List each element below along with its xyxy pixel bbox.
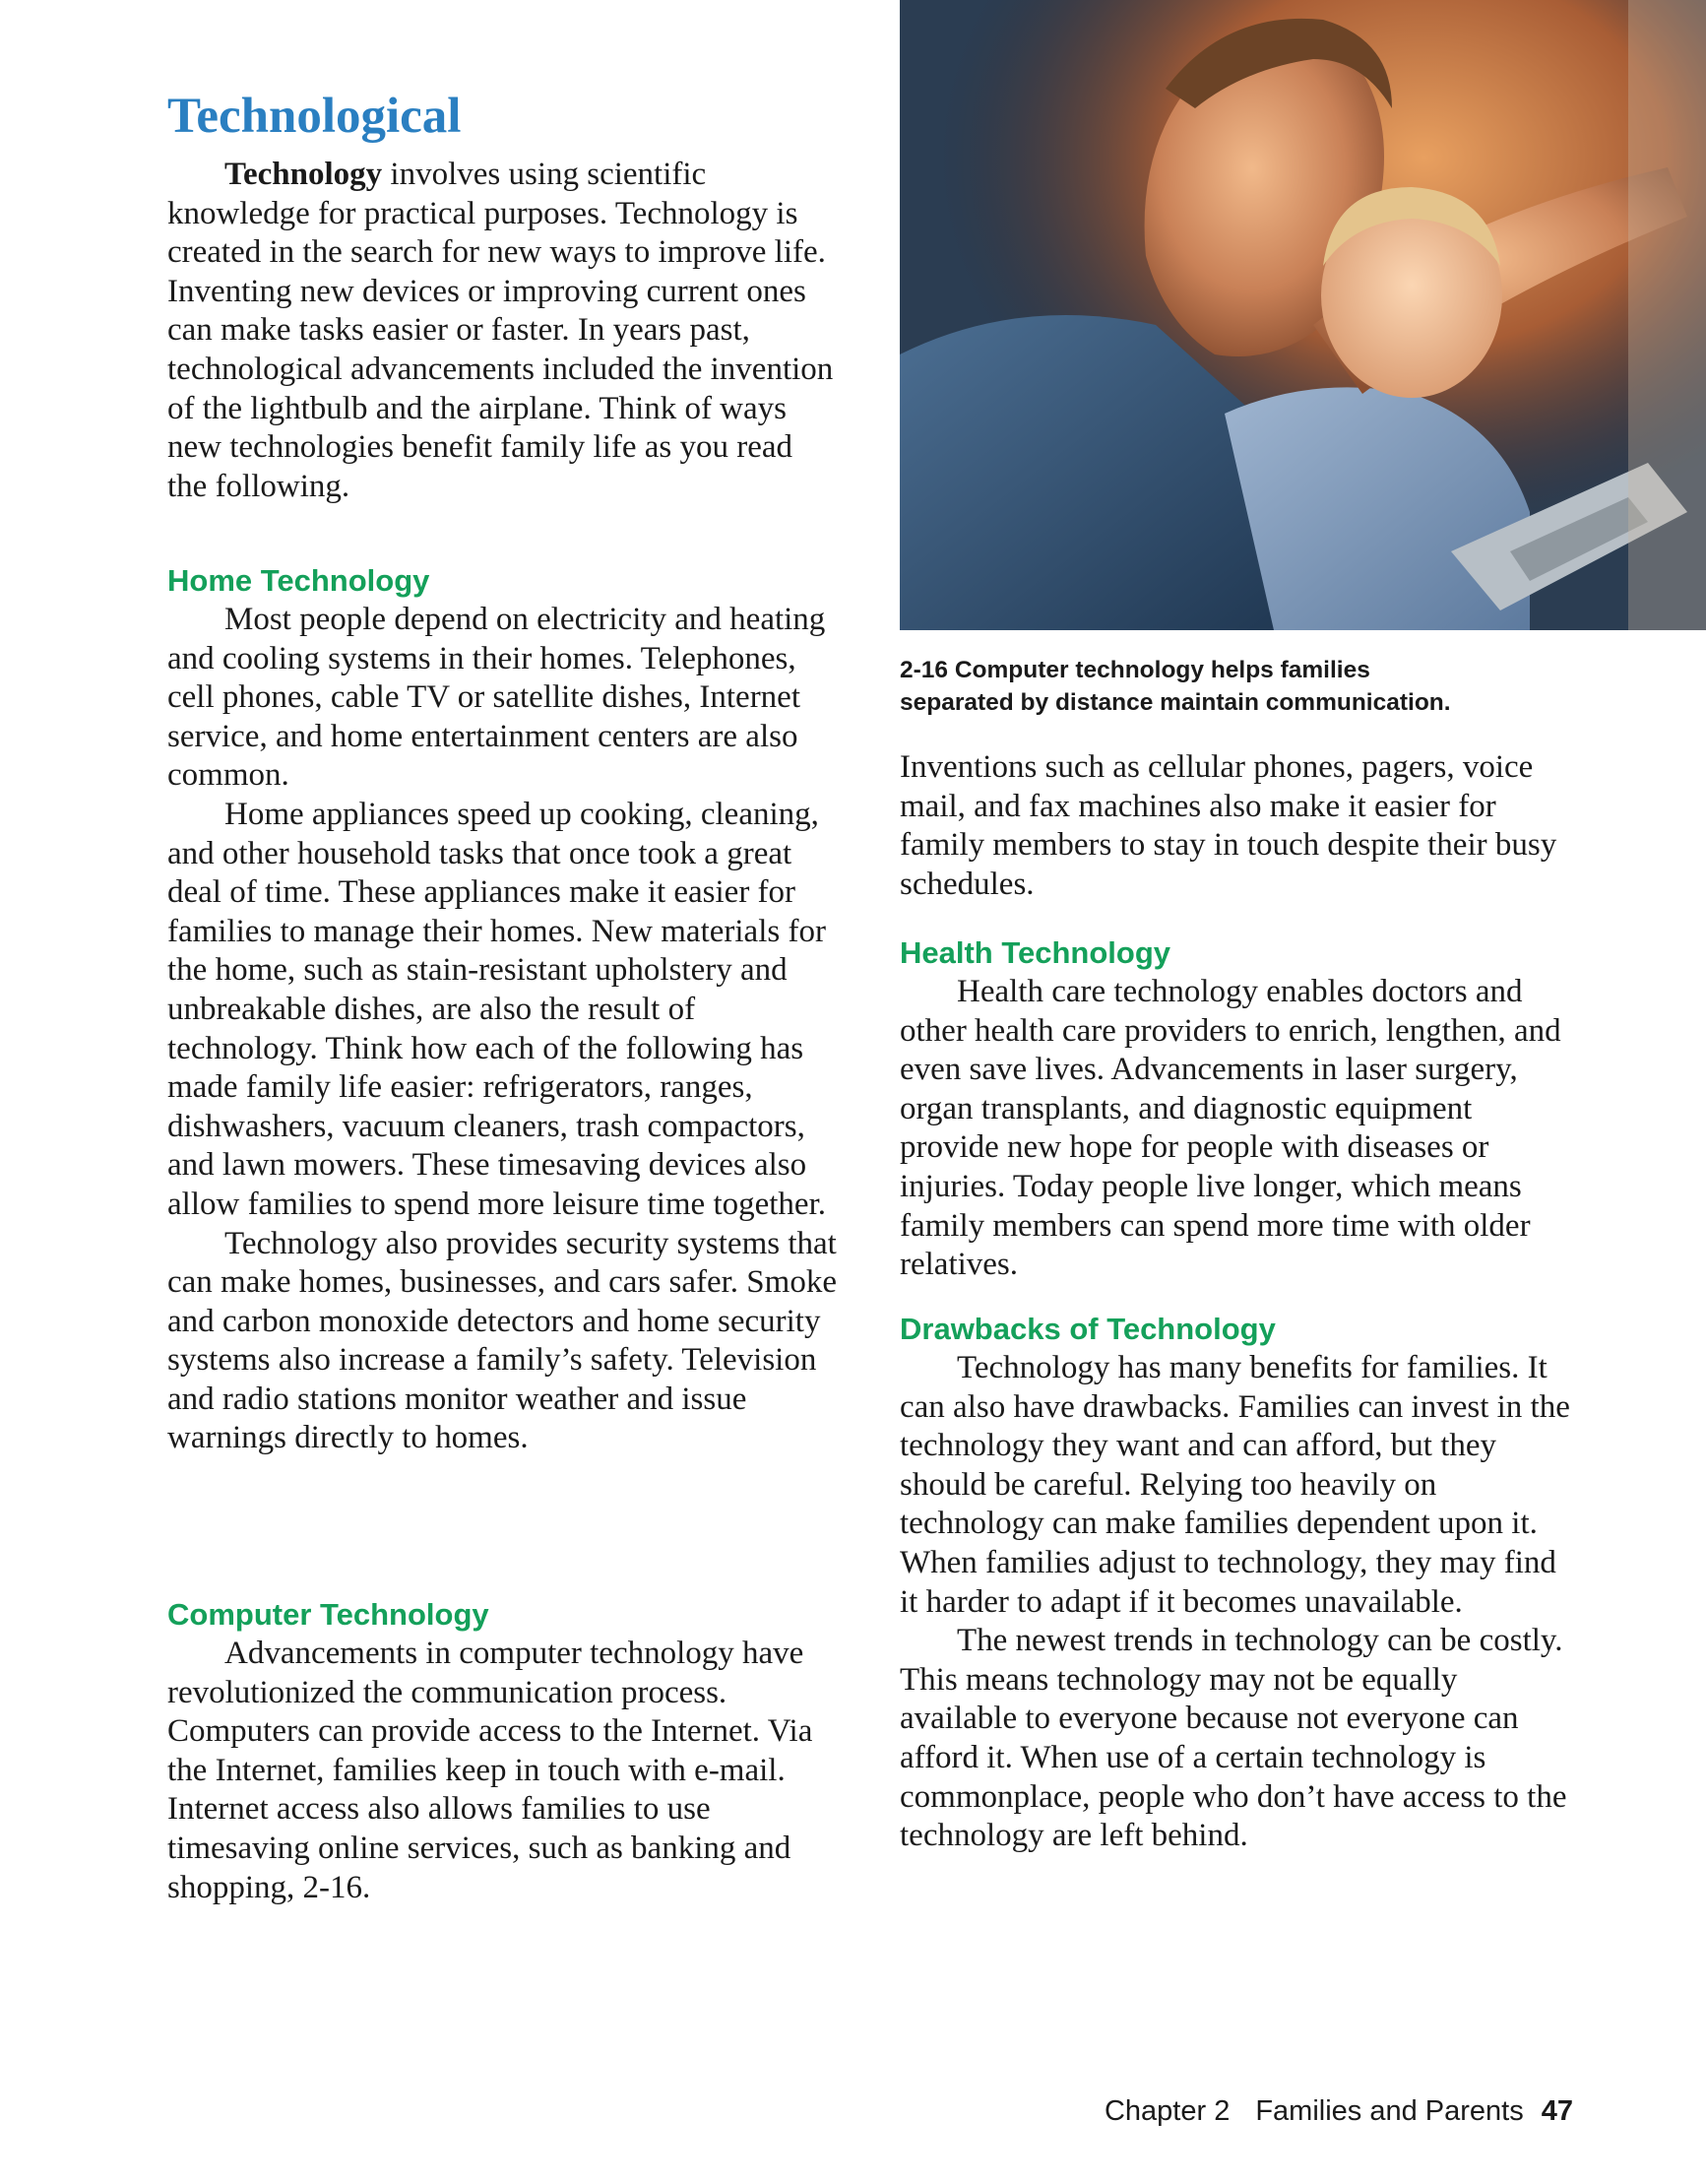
intro-block	[167, 156, 837, 506]
health-technology-paragraph: Health care technology enables doctors and other health care providers to enrich, lengthen, and even save lives. Advancements in laser surgery, organ transplants, and diagnostic equipment provide new hope for people with diseases or injuries. Today people live longer, which means family members can spend more time with older relatives.	[900, 974, 1561, 1283]
drawbacks-paragraph-2: The newest trends in technology can be costly. This means technology may not be equally available to everyone because not everyone can afford it. When use of a certain technology is commonplace, people who don’t have access to the technology are left behind.	[900, 1623, 1567, 1854]
drawbacks-paragraph-1: Technology has many benefits for families. It can also have drawbacks. Families can invest in the technology they want and can afford, but they should be careful. Relying too heavily on technology can make families dependent upon it. When families adjust to technology, they may find it harder to adapt if it becomes unavailable.	[900, 1350, 1570, 1620]
health-technology-heading: Health Technology	[900, 935, 1171, 970]
home-technology-paragraph-2: Home appliances speed up cooking, cleaning, and other household tasks that once took a great deal of time. These appliances make it easier for families to manage their homes. New materials for the home, such as stain-resistant upholstery and unbreakable dishes, are also the result of technology. Think how each of the following has made family life easier: refrigerators, ranges, dishwashers, vacuum cleaners, trash compactors, and lawn mowers. These timesaving devices also allow families to spend more leisure time together.	[167, 796, 826, 1222]
intro-paragraph	[167, 156, 837, 506]
page-footer	[1105, 2095, 1573, 2128]
home-technology-paragraph-1: Most people depend on electricity and heating and cooling systems in their homes. Telephones, cell phones, cable TV or satellite dishes, Internet service, and home entertainment centers are also common.	[167, 602, 826, 794]
computer-technology-continued-paragraph: Inventions such as cellular phones, pagers, voice mail, and fax machines also make it easier for family members to stay in touch despite their busy schedules.	[900, 749, 1557, 902]
drawbacks-heading: Drawbacks of Technology	[900, 1312, 1276, 1346]
health-technology-section	[900, 933, 1579, 1285]
home-technology-section	[167, 561, 837, 1458]
father-and-son-photo	[900, 0, 1706, 630]
photo-illustration	[900, 0, 1706, 630]
computer-technology-heading: Computer Technology	[167, 1597, 489, 1632]
computer-technology-paragraph: Advancements in computer technology have revolutionized the communication process. Computers can provide access to the Internet. Via the Internet, families keep in touch with e-mail. Internet access also allows families to use timesaving online services, such as banking and shopping, 2-16.	[167, 1636, 813, 1905]
footer-chapter: Chapter 2	[1104, 2095, 1231, 2127]
footer-title: Families and Parents	[1255, 2095, 1524, 2127]
home-technology-heading: Home Technology	[167, 563, 430, 598]
computer-technology-continuation	[900, 748, 1579, 904]
figure-caption-line-1: 2-16 Computer technology helps families	[900, 657, 1370, 683]
home-technology-paragraph-3: Technology also provides security systems that can make homes, businesses, and cars safer. Smoke and carbon monoxide detectors and home security systems also increase a family’s safety. Television and radio stations monitor weather and issue warnings directly to homes.	[167, 1225, 837, 1456]
intro-text: involves using scientific knowledge for practical purposes. Technology is created in the search for new ways to improve life. Inventing new devices or improving current ones can make tasks easier or faster. In years past, technological advancements included the invention of the lightbulb and the airplane. Think of ways new technologies benefit family life as you read the following.	[167, 157, 834, 504]
section-heading: Technological	[167, 89, 462, 144]
computer-technology-section	[167, 1595, 837, 1907]
figure-caption	[900, 654, 1648, 719]
drawbacks-section	[900, 1310, 1579, 1856]
figure-caption-line-2: separated by distance maintain communication.	[900, 689, 1451, 716]
intro-term: Technology	[224, 157, 383, 192]
page-number: 47	[1541, 2095, 1573, 2127]
